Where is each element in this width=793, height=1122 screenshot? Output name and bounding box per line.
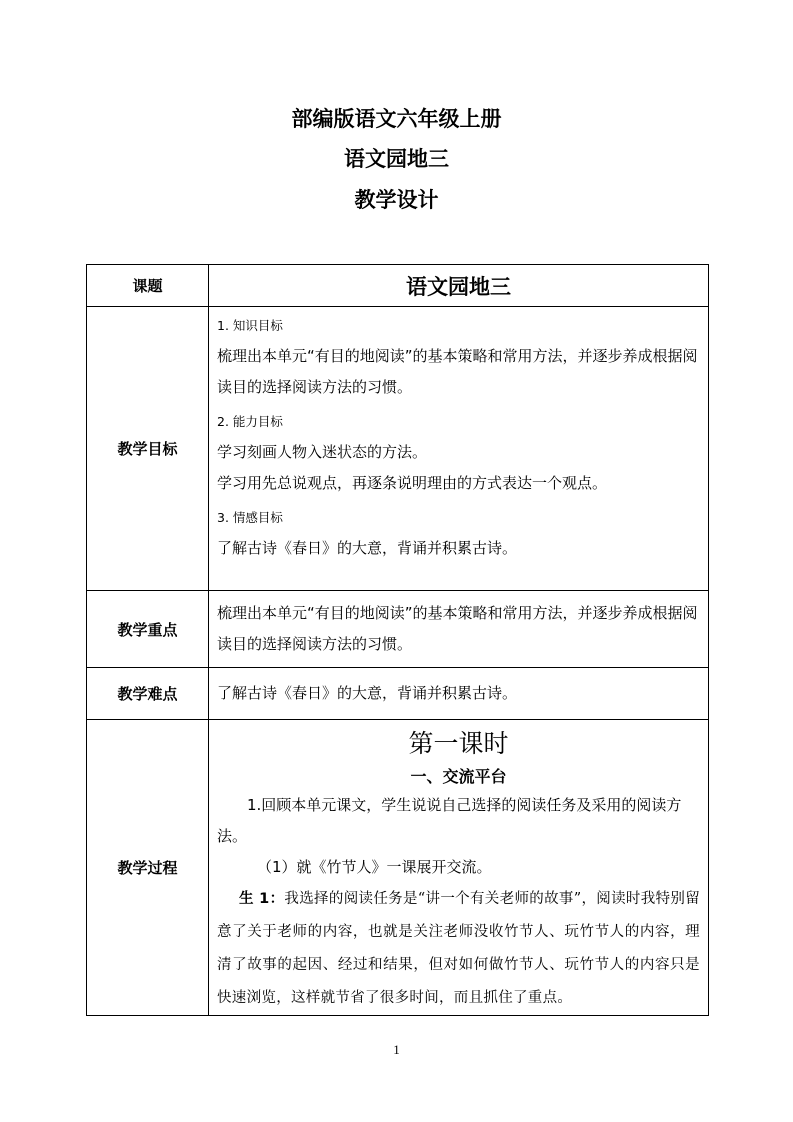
goal1-text: 梳理出本单元“有目的地阅读”的基本策略和常用方法，并逐步养成根据阅读目的选择阅读方法的习惯。 [217,347,698,396]
document-title: 部编版语文六年级上册 [291,107,502,131]
process-step1: 1.回顾本单元课文，学生说说自己选择的阅读任务及采用的阅读方法。 [217,796,682,845]
goal2-text-b: 学习用先总说观点，再逐条说明理由的方式表达一个观点。 [217,474,608,492]
difficulty-cell [209,668,709,720]
goals-cell [209,307,709,591]
section-title: 一、交流平台 [410,767,507,786]
subject-value: 语文园地三 [209,265,709,307]
goals-label: 教学目标 [87,307,209,591]
difficulty-label: 教学难点 [87,668,209,720]
goals-row [87,307,709,591]
process-label: 教学过程 [87,720,209,1016]
process-cell [209,720,709,1016]
goal2-heading: 2. 能力目标 [217,414,283,429]
page-number: 1 [393,1042,400,1057]
lesson-plan-table [86,264,709,1016]
goal3-heading: 3. 情感目标 [217,510,283,525]
key-text: 梳理出本单元“有目的地阅读”的基本策略和常用方法，并逐步养成根据阅读目的选择阅读方法的习惯。 [217,604,698,653]
document-subtitle: 语文园地三 [344,147,449,171]
document-type: 教学设计 [354,188,439,212]
goal3-text: 了解古诗《春日》的大意，背诵并积累古诗。 [217,539,518,557]
goal2-text-a: 学习刻画人物入迷状态的方法。 [217,443,428,461]
difficulty-row [87,668,709,720]
key-label: 教学重点 [87,591,209,668]
difficulty-text: 了解古诗《春日》的大意，背诵并积累古诗。 [217,684,518,702]
student-label: 生 1： [239,891,285,907]
student-text: 我选择的阅读任务是“讲一个有关老师的故事”，阅读时我特别留意了关于老师的内容，也就是关注老师没收竹节人、玩竹节人的内容，理清了故事的起因、经过和结果，但对如何做竹节人、玩竹节人的内容只是快速浏览，这样就节省了很多时间，而且抓住了重点。 [217,891,700,1006]
key-cell [209,591,709,668]
subject-label: 课题 [87,265,209,307]
process-row [87,720,709,1016]
key-row [87,591,709,668]
subject-row [87,265,709,307]
lesson-title: 第一课时 [408,729,509,758]
student-response [217,883,700,1015]
goal1-heading: 1. 知识目标 [217,318,283,333]
process-step1-sub: （1）就《竹节人》一课展开交流。 [257,858,492,876]
